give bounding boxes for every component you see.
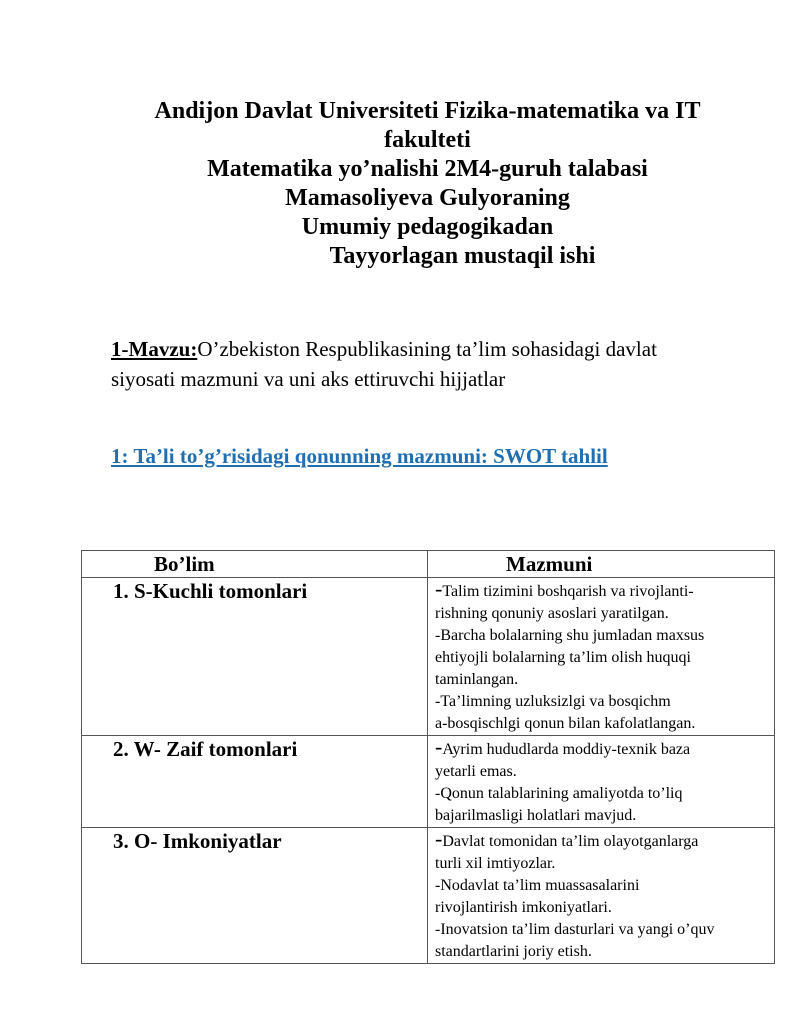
content-line: taminlangan.	[435, 671, 519, 688]
topic-text-line2: siyosati mazmuni va uni aks ettiruvchi hijjatlar	[111, 367, 506, 391]
content-line: -Ayrim hududlarda moddiy-texnik baza	[435, 734, 691, 759]
content-line: a-bosqischlgi qonun bilan kafolatlangan.	[435, 715, 696, 732]
swot-table	[81, 550, 775, 964]
content-line: -Barcha bolalarning shu jumladan maxsus	[435, 627, 705, 644]
part-label: 1. S-Kuchli tomonlari	[113, 579, 308, 603]
content-line: yetarli emas.	[435, 763, 517, 780]
header-cell-content	[428, 551, 775, 578]
content-line: bajarilmasligi holatlari mavjud.	[435, 807, 637, 824]
title-line-faculty: fakulteti	[384, 127, 471, 153]
title-line-university: Andijon Davlat Universiteti Fizika-matematika va IT	[154, 98, 701, 124]
part-cell	[82, 578, 428, 736]
part-label: 3. O- Imkoniyatlar	[113, 829, 282, 853]
part-label: 2. W- Zaif tomonlari	[113, 737, 298, 761]
topic-paragraph	[111, 334, 751, 394]
header-cell-part	[82, 551, 428, 578]
header-content-label: Mazmuni	[506, 552, 593, 576]
section-title-link[interactable]: 1: Ta’li to’g’risidagi qonunning mazmuni: SWOT tahlil	[111, 444, 608, 468]
title-block	[100, 97, 755, 271]
header-part-label: Bo’lim	[154, 552, 215, 576]
title-line-work: Tayyorlagan mustaqil ishi	[329, 243, 596, 269]
content-cell	[428, 736, 775, 828]
content-line: -Ta’limning uzluksizlgi va bosqichm	[435, 693, 671, 710]
table-row	[82, 578, 775, 736]
content-line: standartlarini joriy etish.	[435, 943, 592, 960]
table-row	[82, 828, 775, 964]
content-line: -Inovatsion ta’lim dasturlari va yangi o’quv	[435, 921, 715, 938]
content-line: rishning qonuniy asoslari yaratilgan.	[435, 605, 669, 622]
title-line-subject: Umumiy pedagogikadan	[301, 214, 554, 240]
content-cell	[428, 578, 775, 736]
content-line: -Nodavlat ta’lim muassasalarini	[435, 877, 640, 894]
content-line: -Qonun talablarining amaliyotda to’liq	[435, 785, 683, 802]
content-cell	[428, 828, 775, 964]
part-cell	[82, 736, 428, 828]
part-cell	[82, 828, 428, 964]
content-line: -Davlat tomonidan ta’lim olayotganlarga	[435, 826, 699, 851]
title-line-student: Mamasoliyeva Gulyoraning	[285, 185, 570, 211]
content-line: rivojlantirish imkoniyatlari.	[435, 899, 612, 916]
table-header-row	[82, 551, 775, 578]
topic-label: 1-Mavzu:	[111, 337, 198, 361]
title-line-group: Matematika yo’nalishi 2M4-guruh talabasi	[207, 156, 648, 182]
table-row	[82, 736, 775, 828]
content-line: -Talim tizimini boshqarish va rivojlanti-	[435, 576, 694, 601]
content-line: ehtiyojli bolalarning ta’lim olish huquqi	[435, 649, 691, 666]
topic-text-line1: O’zbekiston Respublikasining ta’lim sohasidagi davlat	[197, 337, 657, 361]
content-line: turli xil imtiyozlar.	[435, 855, 556, 872]
